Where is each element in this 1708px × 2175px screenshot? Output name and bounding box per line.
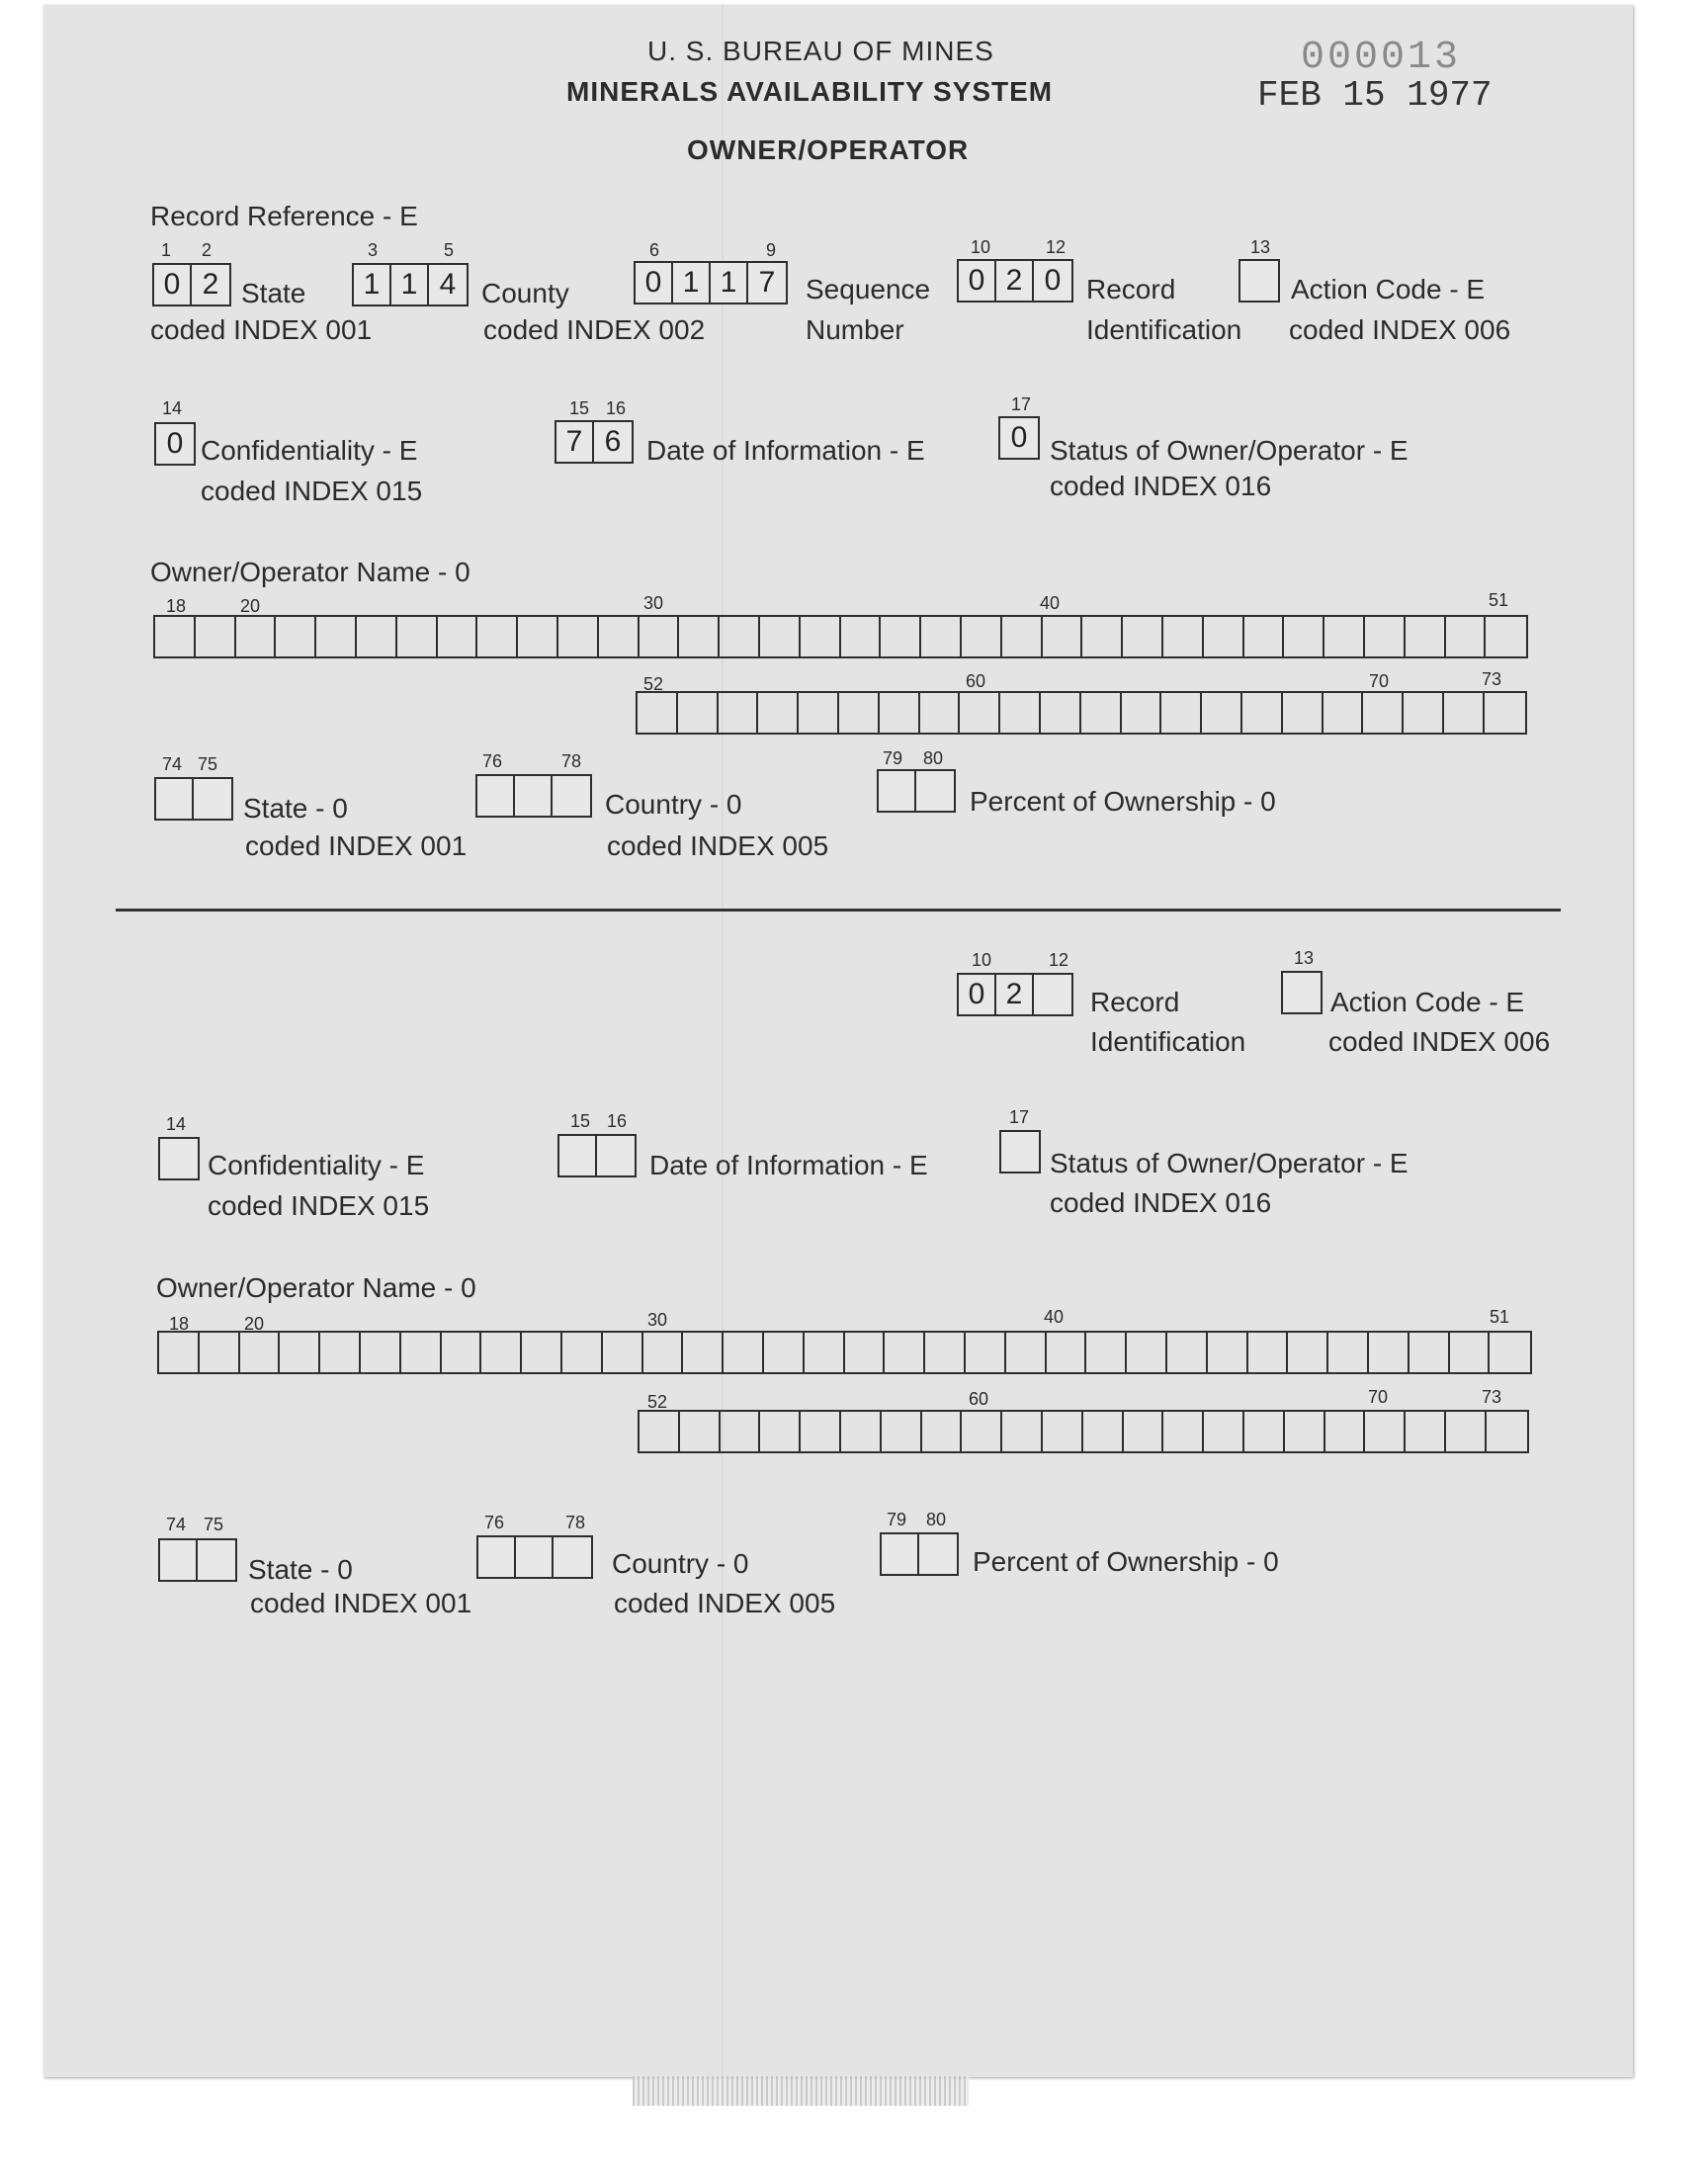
field-cell[interactable]: 7 — [758, 266, 776, 299]
confidentiality-label: Confidentiality - E — [208, 1150, 425, 1180]
name-char-cell[interactable] — [240, 1333, 281, 1372]
action-code-index-label: coded INDEX 006 — [1328, 1026, 1551, 1057]
header-form-title: OWNER/OPERATOR — [687, 134, 970, 165]
name-char-cell[interactable] — [1163, 1412, 1204, 1451]
name-char-cell[interactable] — [1127, 1333, 1167, 1372]
owner-state-field[interactable] — [154, 777, 233, 821]
action-code-field[interactable] — [1238, 259, 1280, 303]
col-num: 17 — [1009, 1107, 1030, 1127]
county-code-field[interactable] — [352, 263, 469, 306]
sequence-label-2: Number — [806, 314, 904, 345]
field-cell[interactable]: 7 — [556, 422, 594, 462]
name-char-cell[interactable] — [1285, 1412, 1325, 1451]
percent-ownership-label: Percent of Ownership - 0 — [970, 786, 1276, 817]
field-cell[interactable]: 1 — [354, 265, 391, 304]
col-num: 15 — [569, 398, 590, 418]
status-index-label: coded INDEX 016 — [1050, 1187, 1272, 1218]
confidentiality-label: Confidentiality - E — [201, 435, 418, 466]
name-char-cell[interactable] — [558, 617, 599, 656]
field-cell[interactable] — [1240, 261, 1278, 301]
col-num: 70 — [1369, 671, 1390, 691]
name-char-cell[interactable] — [640, 617, 680, 656]
col-num: 30 — [643, 593, 664, 613]
name-char-cell[interactable] — [925, 1333, 966, 1372]
col-num: 17 — [1011, 394, 1032, 414]
date-of-information-label: Date of Information - E — [646, 435, 925, 466]
name-char-cell[interactable] — [643, 1333, 684, 1372]
field-cell[interactable]: 0 — [959, 261, 996, 301]
name-char-cell[interactable] — [640, 1412, 680, 1451]
field-cell[interactable]: 0 — [1044, 264, 1062, 297]
action-code-label: Action Code - E — [1330, 987, 1525, 1017]
confidentiality-field[interactable] — [154, 422, 196, 466]
owner-country-index-label: coded INDEX 005 — [614, 1588, 836, 1618]
status-label: Status of Owner/Operator - E — [1050, 1148, 1409, 1178]
sequence-label: Sequence — [806, 274, 931, 304]
name-char-cell[interactable] — [920, 693, 961, 733]
name-char-cell[interactable] — [1369, 1333, 1409, 1372]
col-num: 51 — [1489, 590, 1509, 610]
confidentiality-index-label: coded INDEX 015 — [201, 476, 423, 506]
field-cell[interactable] — [1034, 975, 1071, 1014]
name-char-cell[interactable] — [1202, 693, 1242, 733]
owner-country-label: Country - 0 — [612, 1548, 749, 1579]
name-char-cell[interactable] — [155, 617, 196, 656]
field-cell[interactable] — [882, 1534, 919, 1574]
name-char-cell[interactable] — [1204, 617, 1244, 656]
col-num: 80 — [926, 1510, 947, 1529]
field-cell[interactable]: 6 — [604, 425, 622, 458]
name-char-cell[interactable] — [599, 617, 640, 656]
name-char-cell[interactable] — [966, 1333, 1006, 1372]
name-char-cell[interactable] — [1365, 1412, 1406, 1451]
name-char-cell[interactable] — [880, 693, 920, 733]
percent-ownership-label: Percent of Ownership - 0 — [973, 1546, 1279, 1577]
field-cell[interactable]: 1 — [711, 263, 748, 303]
county-index-label: coded INDEX 002 — [483, 314, 706, 345]
col-num: 76 — [484, 1513, 505, 1532]
name-char-cell[interactable] — [885, 1333, 925, 1372]
field-cell[interactable] — [477, 776, 515, 816]
col-num: 2 — [202, 240, 213, 260]
name-char-cell[interactable] — [1167, 1333, 1208, 1372]
name-char-cell[interactable] — [760, 617, 801, 656]
paper-crease — [722, 5, 724, 2077]
owner-name-label: Owner/Operator Name - 0 — [150, 557, 470, 587]
name-char-cell[interactable] — [1365, 617, 1406, 656]
date-of-information-label: Date of Information - E — [649, 1150, 928, 1180]
name-char-cell[interactable] — [680, 1412, 721, 1451]
name-char-cell[interactable] — [1041, 693, 1081, 733]
field-cell[interactable] — [597, 1136, 635, 1175]
name-char-cell[interactable] — [1446, 617, 1487, 656]
name-char-cell[interactable] — [1244, 617, 1285, 656]
name-char-cell[interactable] — [518, 617, 558, 656]
field-cell[interactable]: 1 — [673, 263, 711, 303]
name-char-cell[interactable] — [1124, 1412, 1164, 1451]
action-code-label: Action Code - E — [1291, 274, 1486, 304]
name-char-cell[interactable] — [1446, 1412, 1487, 1451]
field-cell[interactable] — [478, 1537, 516, 1577]
name-char-cell[interactable] — [401, 1333, 442, 1372]
col-num: 52 — [643, 674, 664, 694]
name-char-cell[interactable] — [1409, 1333, 1450, 1372]
name-char-cell[interactable] — [481, 1333, 522, 1372]
col-num: 78 — [565, 1513, 586, 1532]
name-char-cell[interactable] — [1444, 693, 1485, 733]
field-cell[interactable] — [198, 1540, 235, 1580]
name-char-cell[interactable] — [196, 617, 236, 656]
record-id-field[interactable] — [957, 973, 1073, 1016]
col-num: 78 — [561, 751, 582, 771]
owner-name-row-2[interactable] — [638, 1410, 1529, 1453]
county-label: County — [481, 278, 569, 308]
name-char-cell[interactable] — [683, 1333, 724, 1372]
name-char-cell[interactable] — [799, 693, 839, 733]
col-num: 16 — [607, 1111, 628, 1131]
name-char-cell[interactable] — [159, 1333, 200, 1372]
name-char-cell[interactable] — [603, 1333, 643, 1372]
name-char-cell[interactable] — [1122, 693, 1162, 733]
name-char-cell[interactable] — [276, 617, 316, 656]
field-cell[interactable] — [160, 1139, 198, 1178]
state-label: State — [241, 278, 306, 308]
stamp-number: 000013 — [1301, 36, 1462, 80]
scan-artifact — [633, 2076, 969, 2106]
name-char-cell[interactable] — [962, 1412, 1002, 1451]
col-num: 73 — [1482, 669, 1502, 689]
percent-ownership-field[interactable] — [880, 1532, 959, 1576]
owner-name-label: Owner/Operator Name - 0 — [156, 1272, 476, 1303]
col-num: 30 — [647, 1310, 668, 1330]
name-char-cell[interactable] — [1406, 1412, 1446, 1451]
status-field[interactable] — [999, 1130, 1041, 1174]
col-num: 13 — [1250, 237, 1271, 257]
name-char-cell[interactable] — [720, 617, 760, 656]
name-char-cell[interactable] — [1000, 693, 1041, 733]
owner-name-row-1[interactable] — [157, 1331, 1532, 1374]
name-char-cell[interactable] — [881, 617, 921, 656]
name-char-cell[interactable] — [1325, 1412, 1366, 1451]
field-cell[interactable] — [559, 1136, 597, 1175]
name-char-cell[interactable] — [1002, 617, 1043, 656]
date-of-information-field[interactable] — [557, 1134, 637, 1177]
name-char-cell[interactable] — [522, 1333, 562, 1372]
name-char-cell[interactable] — [882, 1412, 922, 1451]
col-num: 74 — [166, 1515, 187, 1534]
col-num: 18 — [169, 1314, 190, 1334]
name-char-cell[interactable] — [721, 1412, 761, 1451]
name-char-cell[interactable] — [1487, 1412, 1527, 1451]
name-char-cell[interactable] — [1288, 1333, 1328, 1372]
name-char-cell[interactable] — [357, 617, 397, 656]
name-char-cell[interactable] — [438, 617, 478, 656]
owner-state-index-label: coded INDEX 001 — [245, 830, 468, 861]
field-cell[interactable]: 0 — [959, 975, 996, 1014]
col-num: 20 — [240, 596, 261, 616]
field-cell[interactable]: 0 — [1010, 421, 1028, 454]
name-char-cell[interactable] — [1123, 617, 1163, 656]
name-char-cell[interactable] — [719, 693, 759, 733]
col-num: 51 — [1490, 1307, 1510, 1327]
field-cell[interactable] — [160, 1540, 198, 1580]
col-num: 12 — [1046, 237, 1067, 257]
status-index-label: coded INDEX 016 — [1050, 471, 1272, 501]
field-cell[interactable]: 1 — [391, 265, 429, 304]
col-num: 16 — [606, 398, 627, 418]
name-char-cell[interactable] — [1485, 693, 1525, 733]
name-char-cell[interactable] — [724, 1333, 764, 1372]
name-char-cell[interactable] — [801, 1412, 841, 1451]
col-num: 14 — [166, 1114, 187, 1134]
name-char-cell[interactable] — [841, 617, 882, 656]
owner-name-row-1[interactable] — [153, 615, 1528, 658]
action-code-index-label: coded INDEX 006 — [1289, 314, 1511, 345]
col-num: 60 — [966, 671, 986, 691]
col-num: 76 — [482, 751, 503, 771]
col-num: 6 — [649, 240, 660, 260]
name-char-cell[interactable] — [845, 1333, 886, 1372]
col-num: 75 — [204, 1515, 224, 1534]
name-char-cell[interactable] — [1486, 617, 1526, 656]
section-divider — [116, 909, 1561, 912]
col-num: 12 — [1049, 950, 1069, 970]
owner-state-index-label: coded INDEX 001 — [250, 1588, 472, 1618]
col-num: 79 — [887, 1510, 907, 1529]
col-num: 40 — [1044, 1307, 1065, 1327]
field-cell[interactable] — [553, 776, 590, 816]
state-index-label: coded INDEX 001 — [150, 314, 373, 345]
field-cell[interactable]: 0 — [154, 265, 192, 304]
col-num: 74 — [162, 754, 183, 774]
field-cell[interactable]: 2 — [996, 261, 1034, 301]
record-id-field[interactable] — [957, 259, 1073, 303]
name-char-cell[interactable] — [1284, 617, 1324, 656]
record-id-label-2: Identification — [1086, 314, 1242, 345]
name-char-cell[interactable] — [562, 1333, 603, 1372]
name-char-cell[interactable] — [679, 617, 720, 656]
action-code-field[interactable] — [1281, 971, 1323, 1014]
name-char-cell[interactable] — [280, 1333, 320, 1372]
owner-state-label: State - 0 — [243, 793, 348, 824]
field-cell[interactable]: 2 — [996, 975, 1034, 1014]
field-cell[interactable]: 0 — [166, 427, 184, 460]
name-char-cell[interactable] — [801, 617, 841, 656]
name-char-cell[interactable] — [236, 617, 277, 656]
name-char-cell[interactable] — [841, 1412, 882, 1451]
name-char-cell[interactable] — [1283, 693, 1324, 733]
col-num: 20 — [244, 1314, 265, 1334]
state-code-field[interactable] — [152, 263, 231, 306]
name-char-cell[interactable] — [1324, 617, 1365, 656]
col-num: 52 — [647, 1392, 668, 1412]
owner-country-index-label: coded INDEX 005 — [607, 830, 829, 861]
percent-ownership-field[interactable] — [877, 769, 956, 813]
name-char-cell[interactable] — [760, 1412, 801, 1451]
record-reference-label: Record Reference - E — [150, 201, 418, 231]
name-char-cell[interactable] — [1406, 617, 1446, 656]
name-char-cell[interactable] — [921, 617, 962, 656]
record-id-label-2: Identification — [1090, 1026, 1246, 1057]
col-num: 5 — [444, 240, 455, 260]
stamp-date: FEB 15 1977 — [1257, 75, 1493, 116]
field-cell[interactable]: 0 — [636, 263, 673, 303]
date-of-information-field[interactable] — [555, 420, 634, 464]
name-char-cell[interactable] — [200, 1333, 240, 1372]
col-num: 79 — [883, 748, 903, 768]
name-char-cell[interactable] — [805, 1333, 845, 1372]
col-num: 18 — [166, 596, 187, 616]
name-char-cell[interactable] — [1043, 617, 1083, 656]
field-cell[interactable] — [919, 1534, 957, 1574]
col-num: 3 — [368, 240, 379, 260]
sequence-number-field[interactable] — [634, 261, 788, 304]
col-num: 15 — [570, 1111, 591, 1131]
name-char-cell[interactable] — [960, 693, 1000, 733]
name-char-cell[interactable] — [1450, 1333, 1491, 1372]
col-num: 75 — [198, 754, 218, 774]
field-cell[interactable] — [515, 776, 553, 816]
name-char-cell[interactable] — [1163, 617, 1204, 656]
record-id-label: Record — [1090, 987, 1180, 1017]
col-num: 10 — [972, 950, 992, 970]
name-char-cell[interactable] — [758, 693, 799, 733]
col-num: 1 — [161, 240, 172, 260]
header-system: MINERALS AVAILABILITY SYSTEM — [566, 76, 1054, 107]
owner-country-field[interactable] — [476, 1535, 593, 1579]
owner-state-label: State - 0 — [248, 1554, 353, 1585]
header-agency: U. S. BUREAU OF MINES — [647, 36, 994, 66]
col-num: 13 — [1294, 948, 1315, 968]
name-char-cell[interactable] — [1248, 1333, 1289, 1372]
name-char-cell[interactable] — [922, 1412, 963, 1451]
name-char-cell[interactable] — [1006, 1333, 1047, 1372]
name-char-cell[interactable] — [442, 1333, 482, 1372]
name-char-cell[interactable] — [397, 617, 438, 656]
field-cell[interactable] — [1001, 1132, 1039, 1172]
field-cell[interactable] — [194, 779, 231, 819]
field-cell[interactable] — [916, 771, 954, 811]
name-char-cell[interactable] — [1082, 617, 1123, 656]
field-cell[interactable] — [516, 1537, 554, 1577]
name-char-cell[interactable] — [1047, 1333, 1087, 1372]
col-num: 70 — [1368, 1387, 1389, 1407]
col-num: 80 — [923, 748, 944, 768]
owner-name-row-2[interactable] — [636, 691, 1527, 735]
name-char-cell[interactable] — [1242, 693, 1283, 733]
name-char-cell[interactable] — [1086, 1333, 1127, 1372]
name-char-cell[interactable] — [1208, 1333, 1248, 1372]
owner-country-field[interactable] — [475, 774, 592, 818]
field-cell[interactable] — [156, 779, 194, 819]
col-num: 60 — [969, 1389, 989, 1409]
name-char-cell[interactable] — [1002, 1412, 1043, 1451]
name-char-cell[interactable] — [1161, 693, 1202, 733]
name-char-cell[interactable] — [316, 617, 357, 656]
confidentiality-index-label: coded INDEX 015 — [208, 1190, 430, 1221]
name-char-cell[interactable] — [764, 1333, 805, 1372]
confidentiality-field[interactable] — [158, 1137, 200, 1180]
field-cell[interactable] — [879, 771, 916, 811]
col-num: 9 — [766, 240, 777, 260]
name-char-cell[interactable] — [1490, 1333, 1530, 1372]
name-char-cell[interactable] — [361, 1333, 401, 1372]
col-num: 40 — [1040, 593, 1061, 613]
name-char-cell[interactable] — [1043, 1412, 1083, 1451]
field-cell[interactable]: 2 — [202, 268, 219, 301]
name-char-cell[interactable] — [1363, 693, 1404, 733]
name-char-cell[interactable] — [1328, 1333, 1369, 1372]
col-num: 73 — [1482, 1387, 1502, 1407]
name-char-cell[interactable] — [839, 693, 880, 733]
col-num: 10 — [971, 237, 991, 257]
name-char-cell[interactable] — [477, 617, 518, 656]
name-char-cell[interactable] — [1081, 693, 1122, 733]
col-num: 14 — [162, 398, 183, 418]
name-char-cell[interactable] — [638, 693, 678, 733]
field-cell[interactable] — [1283, 973, 1321, 1012]
status-label: Status of Owner/Operator - E — [1050, 435, 1409, 466]
name-char-cell[interactable] — [1244, 1412, 1285, 1451]
owner-country-label: Country - 0 — [605, 789, 742, 820]
name-char-cell[interactable] — [962, 617, 1002, 656]
name-char-cell[interactable] — [1083, 1412, 1124, 1451]
name-char-cell[interactable] — [320, 1333, 361, 1372]
name-char-cell[interactable] — [1404, 693, 1444, 733]
name-char-cell[interactable] — [1204, 1412, 1244, 1451]
record-id-label: Record — [1086, 274, 1176, 304]
field-cell[interactable] — [554, 1537, 591, 1577]
name-char-cell[interactable] — [678, 693, 719, 733]
field-cell[interactable]: 4 — [439, 268, 457, 301]
status-field[interactable] — [998, 416, 1040, 460]
owner-state-field[interactable] — [158, 1538, 237, 1582]
name-char-cell[interactable] — [1324, 693, 1364, 733]
